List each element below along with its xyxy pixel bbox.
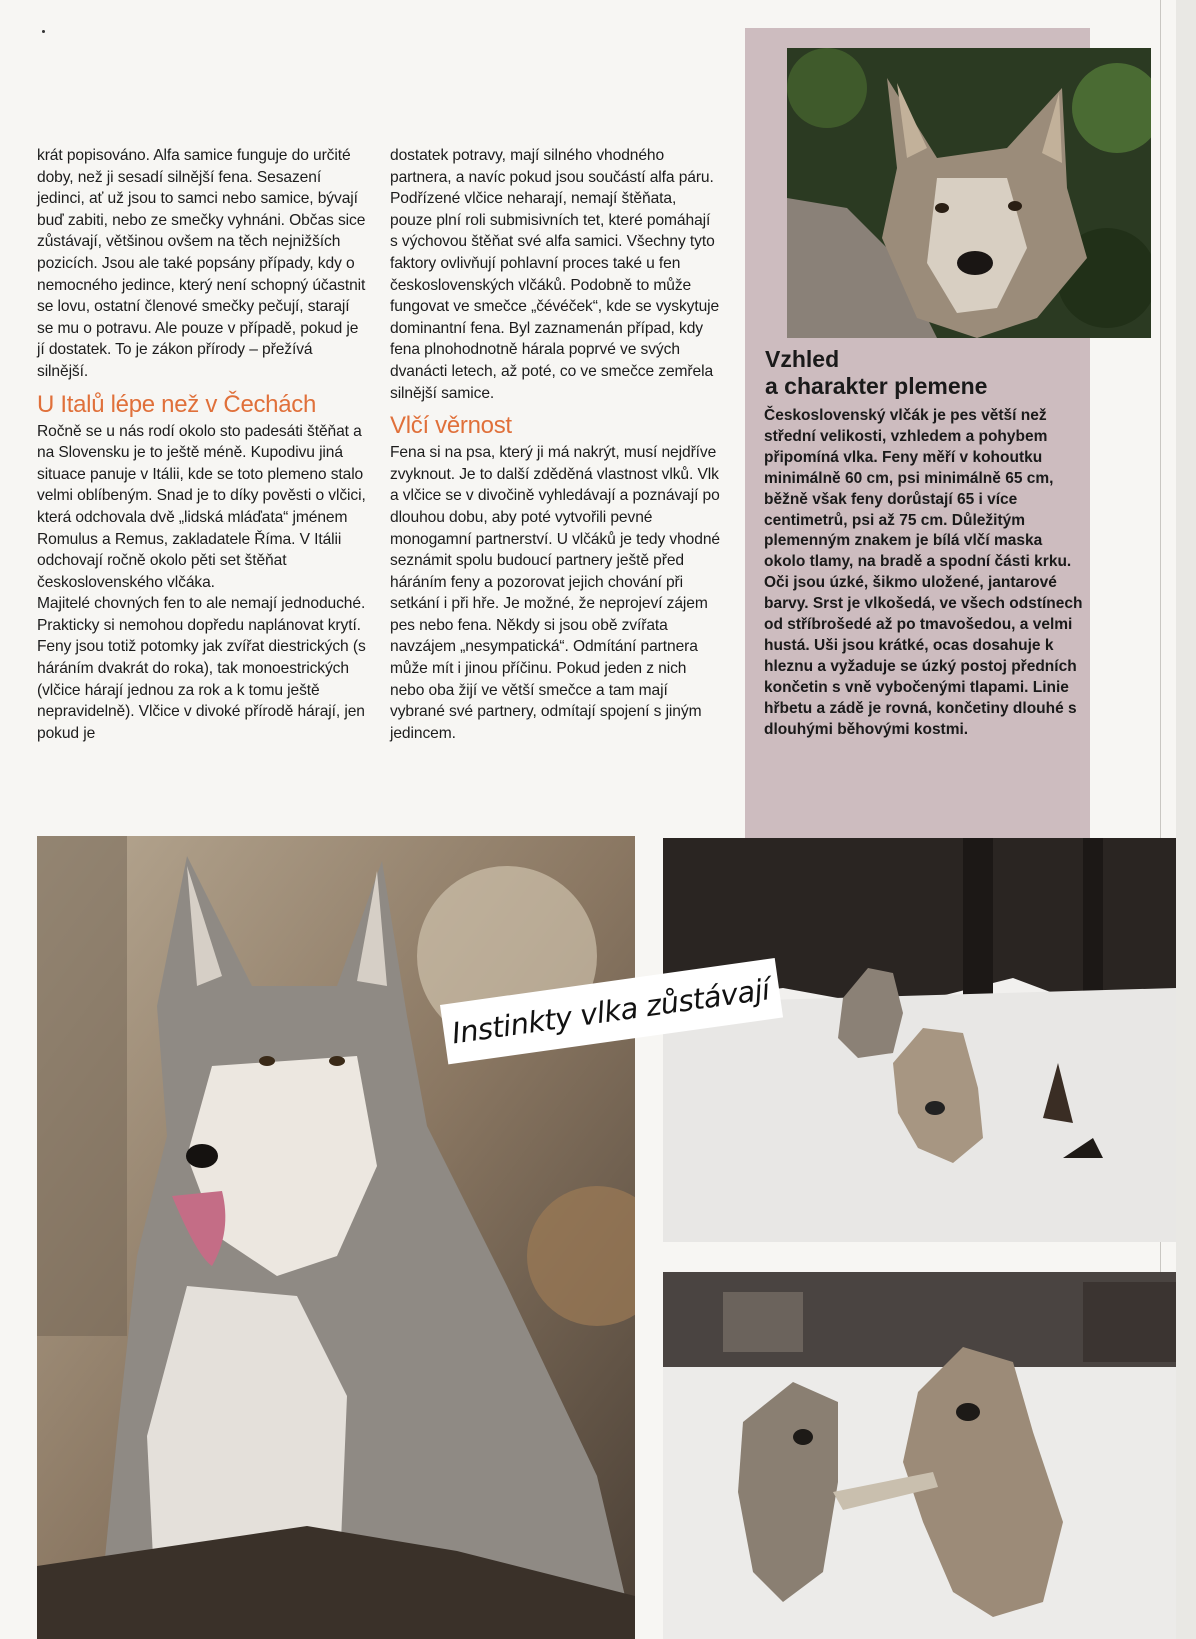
sidebar-title-line-1: Vzhled	[765, 346, 840, 372]
sidebar-content	[750, 346, 1085, 741]
sidebar-body: Československý vlčák je pes větší než střední velikosti, vzhledem a pohybem připomíná vlka. Feny měří v kohoutku minimálně 60 cm, psi minimálně 65 cm, běžně však feny dorůstají 65 i více centimetrů, psi až 75 cm. Důležitým plemenným znakem je bílá vlčí maska okolo tlamy, na bradě a spodní části krku. Oči jsou úzké, šikmo uložené, jantarové barvy. Srst je vlkošedá, ve všech odstínech od stříbrošedé až po tmavošedou, a velmi hustá. Uši jsou krátké, ocas dosahuje k hleznu a vyžaduje se úzký postoj předních končetin s vně vybočenými tlapami. Linie hřbetu a zádě je rovná, končetiny dlouhé s dlouhými běhovými kostmi.	[764, 407, 1083, 738]
paragraph: Majitelé chovných fen to ale nemají jednoduché. Prakticky si nemohou dopředu naplánovat krytí. Feny jsou totiž potomky jak zvířat diestrických (s háráním dvakrát do roka), tak monoestrických (vlčice hárají jednou za rok a k tomu ještě nepravidelně). Vlčice v divoké přírodě hárají, jen pokud je	[37, 595, 366, 742]
page-mark	[42, 30, 45, 33]
paragraph: dostatek potravy, mají silného vhodného partnera, a navíc pokud jsou součástí alfa páru. Podřízené vlčice neharají, nemají štěňata, pouze plní roli submisivních tet, které pomáhají s výchovou štěňat své alfa samici. Všechny tyto faktory ovlivňují pohlavní proces také u fen československých vlčáků. Podobně to může fungovat ve smečce „čévéček“, kde se vyskytuje dominantní fena. Byl zaznamenán případ, kdy fena plnohodnotně hárala poprvé ve svých dvanácti letech, až poté, co ve smečce zemřela silnější samice.	[390, 147, 720, 402]
article-column-2	[390, 145, 720, 744]
paragraph: Fena si na psa, který ji má nakrýt, musí nejdříve zvyknout. Je to další zděděná vlastnost vlků. Vlk a vlčice se v divočině vyhledávají a poznávají po dlouhou dobu, aby poté vytvořili pevné monogamní partnerství. U vlčáků je tedy vhodné seznámit spolu budoucí partnery ještě před háráním feny a pozorovat jejich chování při setkání i při hře. Je možné, že neprojeví zájem pes nebo fena. Někdy si jsou obě zvířata navzájem „nesympatická“. Odmítání partnera může mít i jinou příčinu. Pokud jeden z nich nebo oba žijí ve větší smečce a tam mají vybrané své partnery, odmítají spojení s jiným jedincem.	[390, 444, 720, 742]
page-edge	[1176, 0, 1196, 1639]
wolfdogs-playing-snow-photo	[663, 1272, 1176, 1639]
photo-caption: Instinkty vlka zůstávají	[440, 958, 783, 1064]
wolfdog-portrait-photo	[787, 48, 1151, 338]
article-column-1	[37, 145, 367, 744]
paragraph: Ročně se u nás rodí okolo sto padesáti štěňat a na Slovensku je to ještě méně. Kupodivu jiná situace panuje v Itálii, kde se toto plemeno stalo velmi oblíbeným. Snad je to díky pověsti o vlčici, která odchovala dvě „lidská mláďata“ jménem Romulus a Remus, zakladatele Říma. V Itálii odchovají ročně okolo pěti set štěňat československého vlčáka.	[37, 422, 366, 591]
sidebar-title-line-2: a charakter plemene	[765, 373, 988, 399]
section-heading: U Italů lépe než v Čechách	[37, 390, 317, 418]
section-heading: Vlčí věrnost	[390, 412, 512, 440]
paragraph: krát popisováno. Alfa samice funguje do určité doby, než ji sesadí silnější fena. Sesazení jedinci, ať už jsou to samci nebo samice, bývají buď zabiti, nebo ze smečky vyhnáni. Občas sice zůstávají, většinou ovšem na těch nejnižších pozicích. Jsou ale také popsány případy, kdy o nemocného jedince, který není schopný účastnit se lovu, ostatní členové smečky pečují, starají se mu o potravu. Ale pouze v případě, pokud je jí dostatek. To je zákon přírody – přežívá silnější.	[37, 147, 366, 380]
wolfdogs-running-snow-photo	[663, 838, 1176, 1242]
wolfdog-sitting-photo	[37, 836, 635, 1639]
sidebar-title	[765, 346, 1085, 400]
